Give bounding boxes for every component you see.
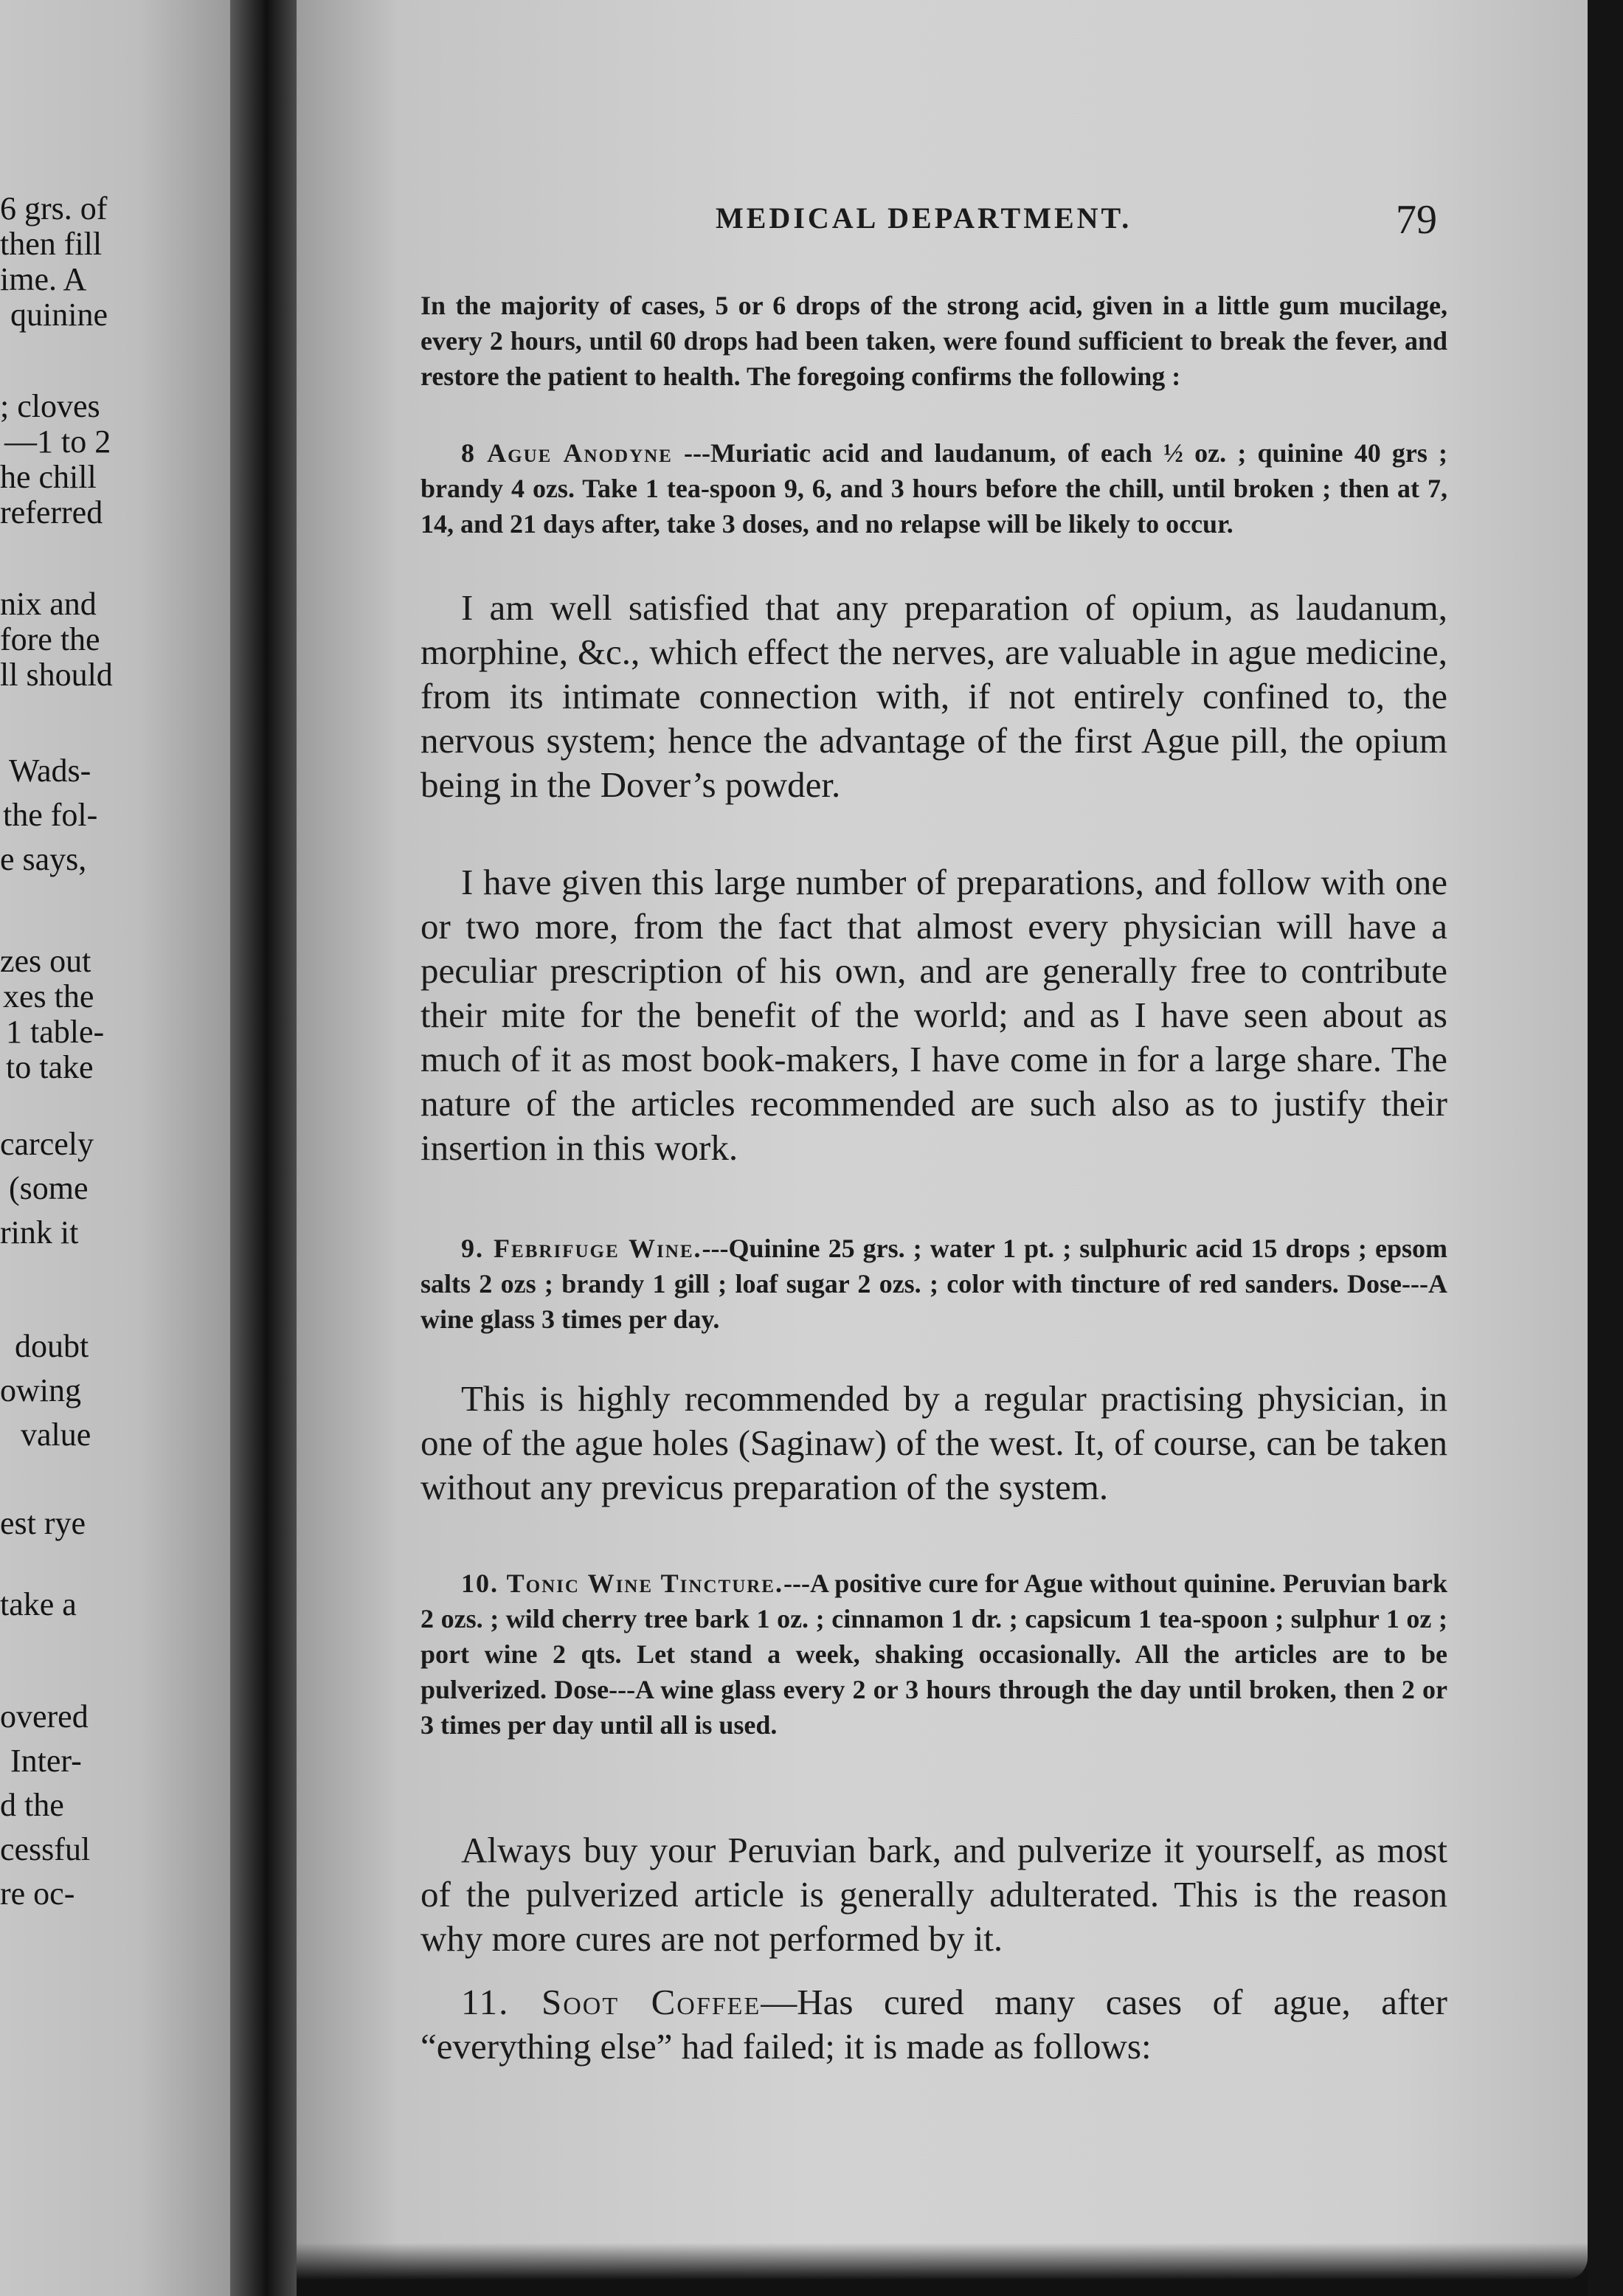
left-page-line: ime. A — [0, 261, 87, 297]
left-page-line: —1 to 2 — [4, 423, 111, 460]
recipe-title: 10. Tonic Wine Tincture. — [461, 1569, 783, 1598]
left-page-line: Inter- — [10, 1743, 82, 1779]
paragraph-opium: I am well satisfied that any preparation of opium, as laudanum, morphine, &c., which effect the nerves, are valuable in ague medicine, from its intimate connection with, if not entirely confined to, the nervous system; hence the advantage of the first Ague pill, the opium being in the Dover’s powder. — [421, 587, 1447, 805]
left-page-line: carcely — [0, 1126, 94, 1162]
page-bottom-shadow — [297, 2243, 1588, 2296]
left-page-line: d the — [0, 1787, 64, 1823]
recipe-title: 8 Ague Anodyne — [461, 438, 673, 468]
recipe-title: 11. Soot Coffee — [461, 1982, 761, 2022]
left-page-line: ; cloves — [0, 388, 100, 424]
left-page-line: rink it — [0, 1214, 79, 1251]
left-page-line: referred — [0, 494, 103, 530]
left-page-line: e says, — [0, 841, 87, 877]
left-page-line: to take — [6, 1049, 94, 1085]
left-page-line: (some — [9, 1170, 89, 1206]
left-page-line: overed — [0, 1698, 89, 1735]
recipe-11-soot-coffee: 11. Soot Coffee—Has cured many cases of ague, after “everything else” had failed; it is made as follows: — [421, 1982, 1447, 2067]
left-page-line: fore the — [0, 621, 100, 657]
left-page-line: quinine — [10, 297, 108, 333]
left-page-line: zes out — [0, 943, 91, 979]
paragraph-peruvian-bark: Always buy your Peruvian bark, and pulverize it yourself, as most of the pulverized article is generally adulterated. This is the reason why more cures are not performed by it. — [421, 1830, 1447, 1959]
left-page-line: nix and — [0, 586, 97, 622]
left-page-line: owing — [0, 1372, 81, 1408]
left-page-line: 6 grs. of — [0, 190, 108, 227]
left-page-line: Wads- — [9, 753, 91, 789]
paragraph-preparations: I have given this large number of preparations, and follow with one or two more, from the fact that almost every physician will have a peculiar prescription of his own, and are generally free to contribute their mite for the benefit of the world; and as I have seen about as much of it as most book-makers, I have come in for a large share. The nature of the articles recommended are such also as to justify their insertion in this work. — [421, 862, 1447, 1168]
paragraph-saginaw: This is highly recommended by a regular practising physician, in one of the ague holes (Saginaw) of the west. It, of course, can be taken without any previcus preparation of the system. — [421, 1378, 1447, 1507]
page-number: 79 — [1396, 197, 1437, 243]
left-page-line: take a — [0, 1586, 77, 1622]
left-page-line: re oc- — [0, 1875, 75, 1912]
recipe-8-ague-anodyne: 8 Ague Anodyne ---Muriatic acid and laudanum, of each ½ oz. ; quinine 40 grs ; brandy 4 ozs. Take 1 tea-spoon 9, 6, and 3 hours before the chill, until broken ; then at 7, 14, and 21 days after, take 3 doses, and no relapse will be likely to occur. — [421, 438, 1448, 539]
book-gutter — [230, 0, 297, 2296]
left-page-line: xes the — [3, 978, 94, 1014]
left-page-line: the fol- — [3, 797, 98, 833]
left-page-line: ll should — [0, 657, 113, 693]
paragraph-acid-dosage: In the majority of cases, 5 or 6 drops of the strong acid, given in a little gum mucilage, every 2 hours, until 60 drops had been taken, were found sufficient to break the fever, and restore the patient to health. The foregoing confirms the following : — [421, 291, 1447, 391]
left-page-line: he chill — [0, 459, 97, 495]
left-page-line: 1 table- — [6, 1014, 105, 1050]
left-page-fragment — [0, 0, 230, 2296]
left-page-line: doubt — [15, 1328, 89, 1364]
running-header: MEDICAL DEPARTMENT. — [716, 201, 1132, 235]
recipe-9-febrifuge-wine: 9. Febrifuge Wine.---Quinine 25 grs. ; water 1 pt. ; sulphuric acid 15 drops ; epsom salts 2 ozs ; brandy 1 gill ; loaf sugar 2 ozs. ; color with tincture of red sanders. Dose---A wine glass 3 times per day. — [421, 1234, 1447, 1334]
recipe-title: 9. Febrifuge Wine. — [461, 1234, 702, 1263]
left-page-line: est rye — [0, 1505, 86, 1541]
left-page-line: cessful — [0, 1831, 91, 1867]
recipe-10-tonic-wine-tincture: 10. Tonic Wine Tincture.---A positive cure for Ague without quinine. Peruvian bark 2 ozs. ; wild cherry tree bark 1 oz. ; cinnamon 1 dr. ; capsicum 1 tea-spoon ; sulphur 1 oz ; port wine 2 qts. Let stand a week, shaking occasionally. All the articles are to be pulverized. Dose---A wine glass every 2 or 3 hours through the day until broken, then 2 or 3 times per day until all is used. — [421, 1569, 1448, 1740]
left-page-line: value — [21, 1417, 91, 1453]
left-page-line: then fill — [0, 226, 103, 262]
